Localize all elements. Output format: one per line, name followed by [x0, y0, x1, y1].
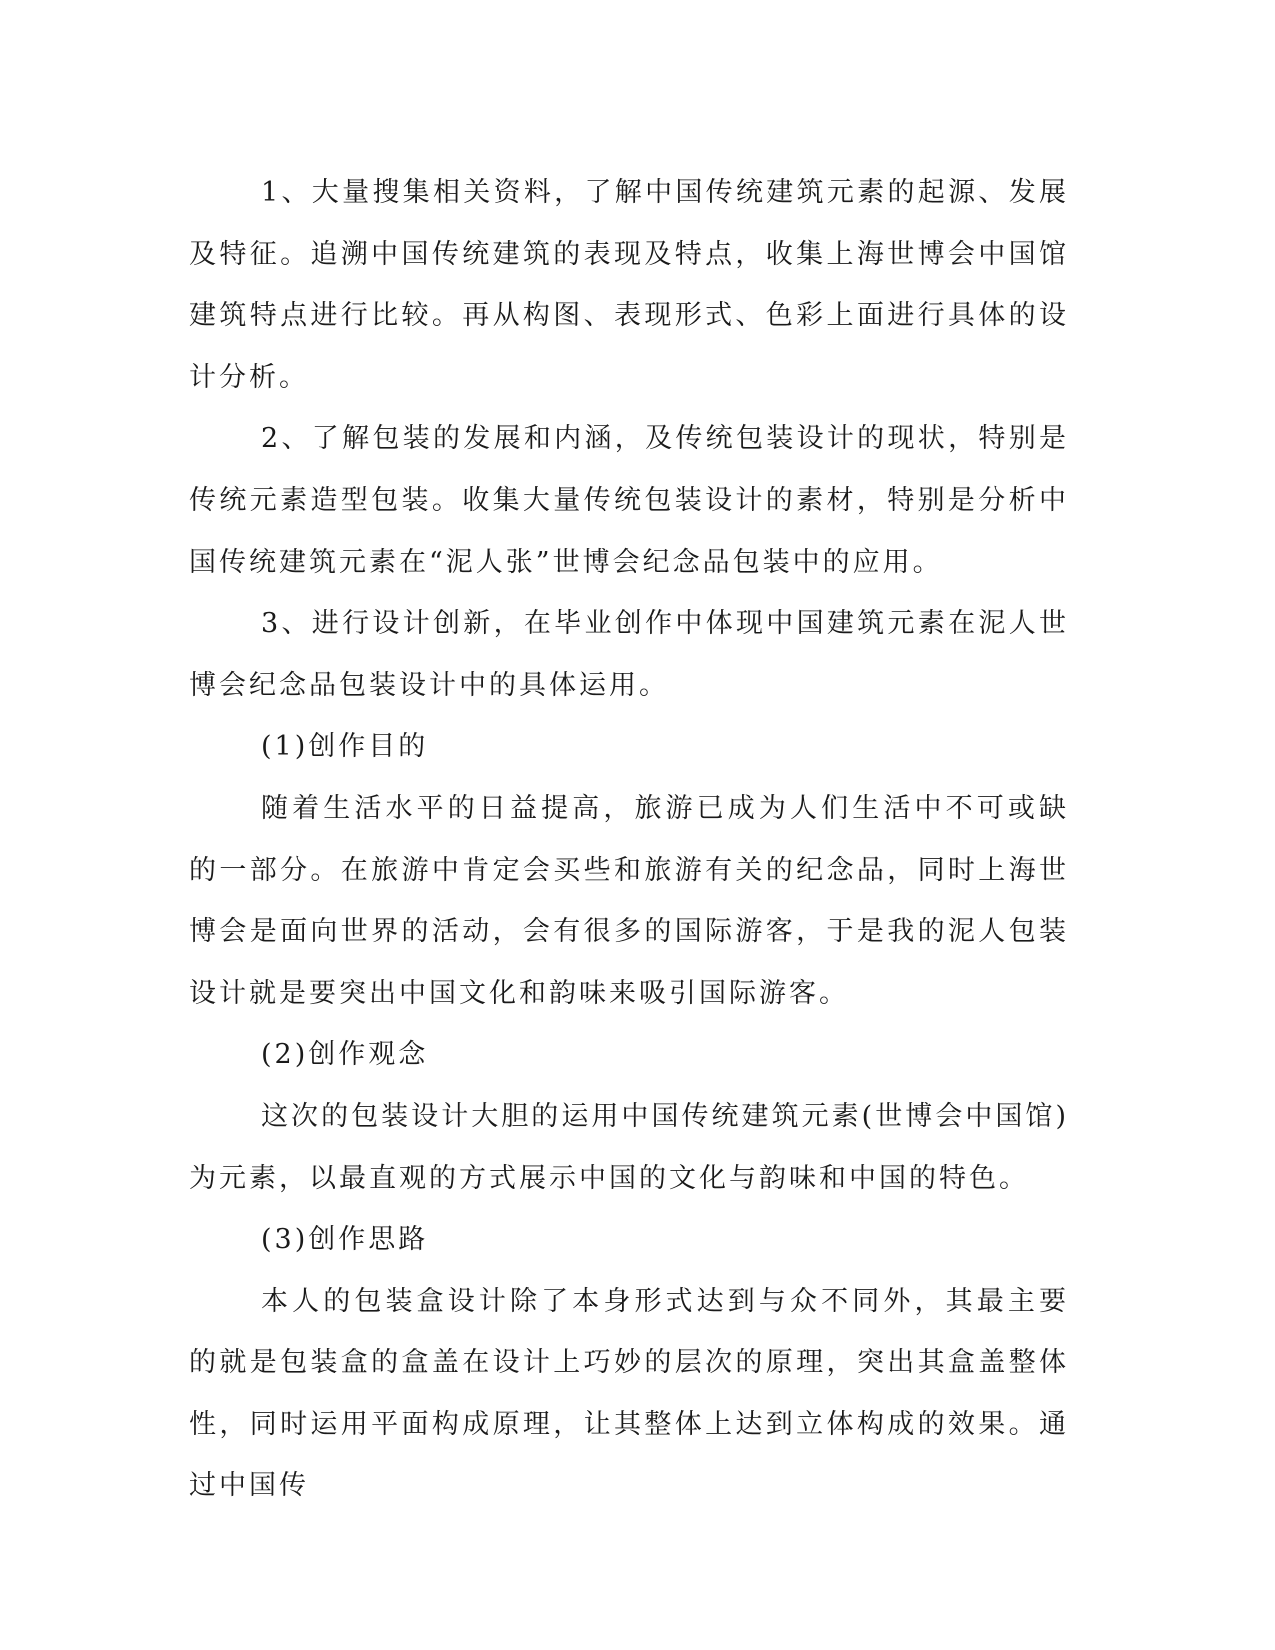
paragraph-1: 1、大量搜集相关资料，了解中国传统建筑元素的起源、发展及特征。追溯中国传统建筑的表现及特点，收集上海世博会中国馆建筑特点进行比较。再从构图、表现形式、色彩上面进行具体的设计分析。	[189, 177, 1069, 393]
section-heading-approach: (3)创作思路	[261, 1224, 429, 1256]
section-heading-purpose: (1)创作目的	[261, 731, 429, 763]
paragraph-3: 3、进行设计创新，在毕业创作中体现中国建筑元素在泥人世博会纪念品包装设计中的具体运用。	[189, 608, 1069, 701]
document-body	[189, 162, 1069, 1517]
paragraph-approach: 本人的包装盒设计除了本身形式达到与众不同外，其最主要的就是包装盒的盒盖在设计上巧妙的层次的原理，突出其盒盖整体性，同时运用平面构成原理，让其整体上达到立体构成的效果。通过中国传	[189, 1285, 1069, 1502]
paragraph-concept: 这次的包装设计大胆的运用中国传统建筑元素(世博会中国馆)为元素，以最直观的方式展示中国的文化与韵味和中国的特色。	[189, 1100, 1069, 1194]
paragraph-2: 2、了解包装的发展和内涵，及传统包装设计的现状，特别是传统元素造型包装。收集大量传统包装设计的素材，特别是分析中国传统建筑元素在“泥人张”世博会纪念品包装中的应用。	[189, 423, 1069, 578]
paragraph-purpose: 随着生活水平的日益提高，旅游已成为人们生活中不可或缺的一部分。在旅游中肯定会买些和旅游有关的纪念品，同时上海世博会是面向世界的活动，会有很多的国际游客，于是我的泥人包装设计就是要突出中国文化和韵味来吸引国际游客。	[189, 792, 1069, 1009]
section-heading-concept: (2)创作观念	[261, 1039, 429, 1071]
